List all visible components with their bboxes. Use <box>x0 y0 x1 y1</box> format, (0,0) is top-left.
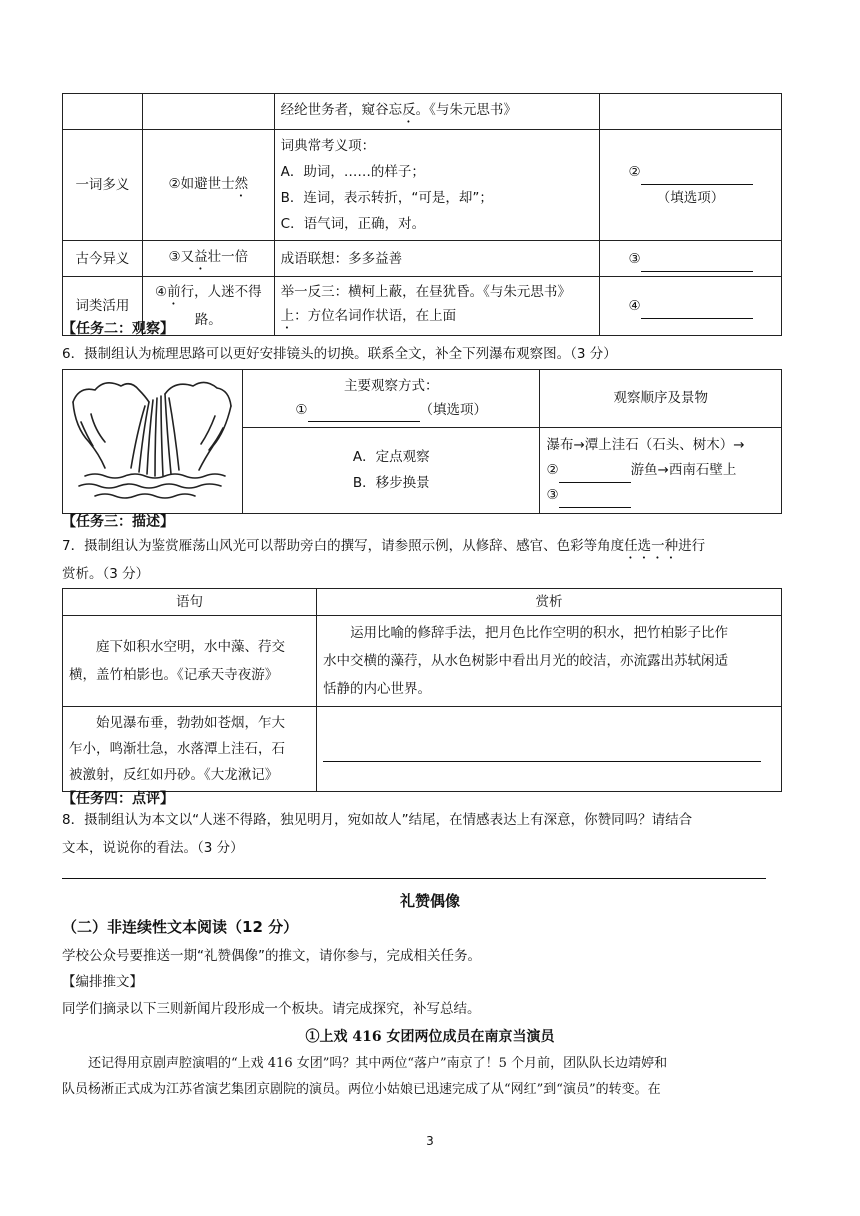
cell-ref: 词典常考义项： A．助词，……的样子； B．连词，表示转折，“可是，却”； C．语气词，正确，对。 <box>274 130 599 241</box>
header-sentence: 语句 <box>63 589 317 616</box>
answer-cell <box>317 707 782 792</box>
cell-answer: ③ <box>600 241 782 277</box>
method-blank[interactable] <box>308 403 420 422</box>
section-intro: 学校公众号要推送一期“礼赞偶像”的推文，请你参与，完成相关任务。 <box>62 948 481 964</box>
edit-desc: 同学们摘录以下三则新闻片段形成一个板块。请完成探究，补写总结。 <box>62 1001 481 1017</box>
example-sentence: 庭下如积水空明，水中藻、荇交 横，盖竹柏影也。《记承天寺夜游》 <box>63 616 317 707</box>
section-heading: 礼赞偶像 <box>399 892 460 910</box>
order-cell: 瀑布→潭上洼石（石头、树木）→ ② 游鱼→西南石壁上 ③ <box>540 427 782 513</box>
answer-blank[interactable] <box>641 253 753 272</box>
page-number: 3 <box>426 1134 434 1148</box>
order-header: 观察顺序及景物 <box>540 370 782 428</box>
waterfall-illustration <box>65 372 237 502</box>
cell-item: ②如避世士然 <box>142 130 274 241</box>
section-subtitle: （二）非连续性文本阅读（12 分） <box>62 918 299 936</box>
table-row <box>63 616 782 707</box>
answer-blank[interactable] <box>641 166 753 185</box>
table-row <box>63 589 782 616</box>
question-7-cont: 赏析。（3 分） <box>62 566 150 582</box>
edit-title: 【编排推文】 <box>62 974 143 990</box>
cell-type: 词类活用 <box>63 277 143 336</box>
analysis-answer-blank[interactable] <box>323 743 761 762</box>
cell-ref: 举一反三：横柯上蔽，在昼犹昏。《与朱元思书》 上：方位名词作状语，在上面 <box>274 277 599 336</box>
cell-item: ③又益壮一倍 <box>142 241 274 277</box>
table-row <box>63 370 782 428</box>
order-blank-3[interactable] <box>559 489 631 508</box>
vocab-table <box>62 93 782 336</box>
answer-blank[interactable] <box>641 300 753 319</box>
answer-line[interactable] <box>62 878 766 879</box>
order-blank-2[interactable] <box>559 464 631 483</box>
cell-type: 古今异义 <box>63 241 143 277</box>
table-row <box>63 707 782 792</box>
method-options: A．定点观察 B．移步换景 <box>242 427 539 513</box>
news-para-l2: 队员杨淅正式成为江苏省演艺集团京剧院的演员。两位小姑娘已迅速完成了从“网红”到“演员”的转变。在 <box>62 1082 661 1097</box>
question-sentence: 始见瀑布垂，勃勃如苍烟，乍大 乍小，鸣渐壮急，水落潭上洼石，石 被激射，反红如丹砂。《大龙湫记》 <box>63 707 317 792</box>
task2-title: 【任务二：观察】 <box>62 321 174 337</box>
table-row <box>63 94 782 130</box>
waterfall-table <box>62 369 782 514</box>
table-row <box>63 241 782 277</box>
task3-title: 【任务三：描述】 <box>62 514 174 530</box>
question-7: 7．摄制组认为鉴赏雁荡山风光可以帮助旁白的撰写，请参照示例，从修辞、感官、色彩等角度任选一种进行 <box>62 538 706 554</box>
task4-title: 【任务四：点评】 <box>62 791 174 807</box>
table-row <box>63 130 782 241</box>
cell-answer: ④ <box>600 277 782 336</box>
cell-ref: 成语联想：多多益善 <box>274 241 599 277</box>
cell-answer: ② （填选项） <box>600 130 782 241</box>
waterfall-image-cell <box>63 370 243 514</box>
method-header: 主要观察方式： ① （填选项） <box>242 370 539 428</box>
cell-type: 一词多义 <box>63 130 143 241</box>
news-title: ①上戏 416 女团两位成员在南京当演员 <box>305 1029 555 1045</box>
header-analysis: 赏析 <box>317 589 782 616</box>
question-8-cont: 文本，说说你的看法。（3 分） <box>62 840 244 856</box>
cell-item: ④前行，人迷不得 路。 <box>142 277 274 336</box>
question-6: 6．摄制组认为梳理思路可以更好安排镜头的切换。联系全文，补全下列瀑布观察图。（3 分） <box>62 346 617 362</box>
question-8: 8．摄制组认为本文以“人迷不得路，独见明月，宛如故人”结尾，在情感表达上有深意，你赞同吗？请结合 <box>62 812 693 828</box>
example-analysis: 运用比喻的修辞手法，把月色比作空明的积水，把竹柏影子比作 水中交横的藻荇，从水色树影中看出月光的皎洁，亦流露出苏轼闲适 恬静的内心世界。 <box>317 616 782 707</box>
cell-ref: 经纶世务者，窥谷忘反。《与朱元思书》 <box>274 94 599 130</box>
appreciation-table <box>62 588 782 792</box>
news-para-l1: 还记得用京剧声腔演唱的“上戏 416 女团”吗？其中两位“落户”南京了！5 个月前，团队队长边靖婷和 <box>88 1056 668 1071</box>
